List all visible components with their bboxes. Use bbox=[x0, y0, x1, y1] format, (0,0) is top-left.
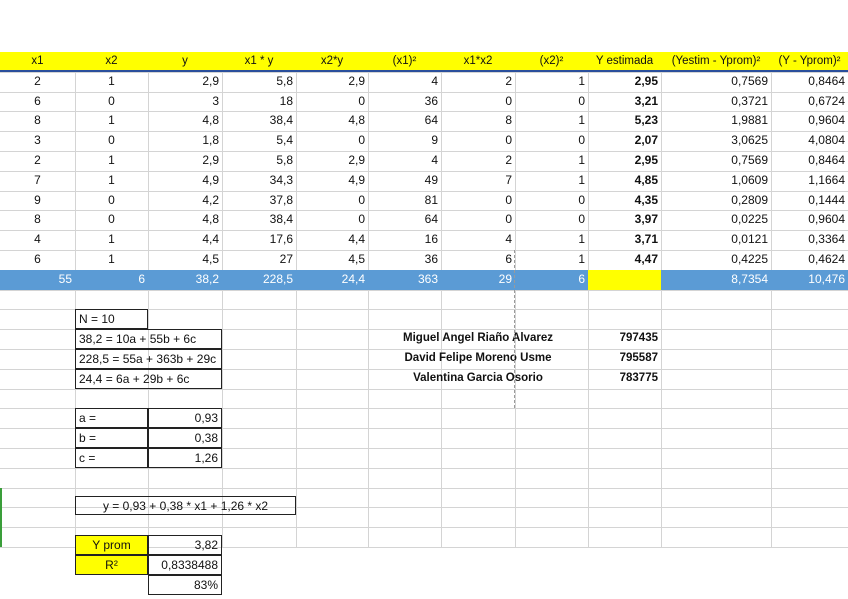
table-cell[interactable]: 0,0121 bbox=[731, 232, 768, 247]
yprom-value[interactable]: 3,82 bbox=[148, 535, 222, 555]
table-cell[interactable]: 4,35 bbox=[634, 192, 658, 207]
table-cell[interactable]: 3 bbox=[212, 93, 219, 108]
table-cell[interactable]: 0,9604 bbox=[808, 212, 845, 227]
table-cell[interactable]: 6 bbox=[34, 93, 41, 108]
table-cell[interactable]: 4,9 bbox=[202, 172, 219, 187]
table-cell[interactable]: 0,9604 bbox=[808, 113, 845, 128]
table-cell[interactable]: 4 bbox=[34, 232, 41, 247]
table-cell[interactable]: 1 bbox=[578, 153, 585, 167]
page-break-line bbox=[514, 250, 515, 408]
table-cell[interactable]: 0 bbox=[505, 212, 512, 227]
column-header[interactable]: Y estimada bbox=[588, 52, 661, 72]
table-cell[interactable]: 1 bbox=[578, 232, 585, 247]
table-cell[interactable]: 0 bbox=[108, 133, 115, 148]
table-cell[interactable]: 0,8464 bbox=[808, 73, 845, 88]
total-cell[interactable]: 55 bbox=[0, 270, 75, 290]
author-code[interactable]: 783775 bbox=[619, 371, 658, 384]
column-header[interactable]: x1 bbox=[0, 52, 75, 72]
percent-value[interactable]: 83% bbox=[148, 575, 222, 595]
table-cell[interactable]: 81 bbox=[424, 192, 438, 207]
table-cell[interactable]: 0,6724 bbox=[808, 93, 845, 108]
table-cell[interactable]: 1 bbox=[578, 113, 585, 128]
table-cell[interactable]: 4,4 bbox=[202, 232, 219, 247]
table-cell[interactable]: 4,8 bbox=[202, 113, 219, 128]
equation-cell[interactable]: 24,4 = 6a + 29b + 6c bbox=[75, 369, 222, 389]
table-cell[interactable]: 3 bbox=[34, 133, 41, 148]
table-cell[interactable]: 4 bbox=[505, 232, 512, 247]
equation-cell[interactable]: 228,5 = 55a + 363b + 29c bbox=[75, 349, 222, 369]
table-cell[interactable]: 1 bbox=[108, 153, 115, 167]
column-header[interactable]: (x2)² bbox=[515, 52, 588, 72]
yprom-label[interactable]: Y prom bbox=[75, 535, 148, 555]
table-cell[interactable]: 2,95 bbox=[634, 73, 658, 88]
coefficient-label[interactable]: a = bbox=[75, 408, 148, 428]
equation-cell[interactable]: 38,2 = 10a + 55b + 6c bbox=[75, 329, 222, 349]
table-cell[interactable]: 3,21 bbox=[634, 93, 658, 108]
table-cell[interactable]: 1,1664 bbox=[808, 172, 845, 187]
table-cell[interactable]: 4 bbox=[431, 153, 438, 167]
table-cell[interactable]: 0 bbox=[505, 192, 512, 207]
table-cell[interactable]: 8 bbox=[505, 113, 512, 128]
table-cell[interactable]: 36 bbox=[424, 252, 438, 266]
table-cell[interactable]: 3,0625 bbox=[731, 133, 768, 148]
total-cell[interactable]: 24,4 bbox=[296, 270, 368, 290]
author-name[interactable]: David Felipe Moreno Usme bbox=[404, 352, 552, 364]
table-cell[interactable]: 1 bbox=[578, 252, 585, 266]
table-cell[interactable]: 0 bbox=[505, 133, 512, 148]
author-name[interactable]: Miguel Angel Riaño Alvarez bbox=[403, 332, 553, 345]
column-header[interactable]: y bbox=[148, 52, 222, 72]
table-cell[interactable]: 38,4 bbox=[269, 113, 293, 128]
total-cell[interactable]: 38,2 bbox=[148, 270, 222, 290]
table-cell[interactable]: 36 bbox=[424, 93, 438, 108]
author-name[interactable]: Valentina Garcia Osorio bbox=[413, 371, 543, 384]
table-cell[interactable]: 0 bbox=[358, 133, 365, 148]
spreadsheet[interactable] bbox=[0, 52, 848, 592]
table-cell[interactable]: 7 bbox=[505, 172, 512, 187]
table-cell[interactable]: 4,4 bbox=[348, 232, 365, 247]
table-cell[interactable]: 2,95 bbox=[634, 153, 658, 167]
table-cell[interactable]: 3,71 bbox=[634, 232, 658, 247]
table-cell[interactable]: 5,4 bbox=[276, 133, 293, 148]
gridline-row bbox=[0, 290, 848, 291]
table-cell[interactable]: 5,8 bbox=[276, 73, 293, 88]
table-cell[interactable]: 18 bbox=[279, 93, 293, 108]
total-cell[interactable] bbox=[588, 270, 661, 290]
table-cell[interactable]: 4 bbox=[431, 73, 438, 88]
table-cell[interactable]: 0 bbox=[578, 212, 585, 227]
coefficient-label[interactable]: b = bbox=[75, 428, 148, 448]
table-cell[interactable]: 0 bbox=[108, 93, 115, 108]
coefficient-label[interactable]: c = bbox=[75, 448, 148, 468]
table-cell[interactable]: 6 bbox=[505, 252, 512, 266]
column-header[interactable]: (Yestim - Yprom)² bbox=[661, 52, 771, 72]
table-cell[interactable]: 17,6 bbox=[269, 232, 293, 247]
table-cell[interactable]: 2 bbox=[505, 153, 512, 167]
table-cell[interactable]: 0 bbox=[505, 93, 512, 108]
table-cell[interactable]: 0,3364 bbox=[808, 232, 845, 247]
total-cell[interactable]: 363 bbox=[368, 270, 441, 290]
column-header[interactable]: x2*y bbox=[296, 52, 368, 72]
table-cell[interactable]: 4,8 bbox=[202, 212, 219, 227]
table-cell[interactable]: 5,8 bbox=[276, 153, 293, 167]
table-cell[interactable]: 7 bbox=[34, 172, 41, 187]
table-cell[interactable]: 0,7569 bbox=[731, 153, 768, 167]
column-header[interactable]: x1 * y bbox=[222, 52, 296, 72]
table-cell[interactable]: 0,8464 bbox=[808, 153, 845, 167]
column-header[interactable]: x1*x2 bbox=[441, 52, 515, 72]
table-cell[interactable]: 4,5 bbox=[348, 252, 365, 266]
table-cell[interactable]: 4,85 bbox=[634, 172, 658, 187]
author-code[interactable]: 797435 bbox=[619, 332, 658, 345]
table-cell[interactable]: 2 bbox=[505, 73, 512, 88]
model-equation[interactable]: y = 0,93 + 0,38 * x1 + 1,26 * x2 bbox=[75, 496, 296, 516]
table-cell[interactable]: 2,9 bbox=[348, 73, 365, 88]
table-cell[interactable]: 9 bbox=[431, 133, 438, 148]
table-cell[interactable]: 5,23 bbox=[634, 113, 658, 128]
r2-label[interactable]: R² bbox=[75, 555, 148, 575]
table-cell[interactable]: 38,4 bbox=[269, 212, 293, 227]
coefficient-value[interactable]: 0,93 bbox=[148, 408, 222, 428]
table-cell[interactable]: 2 bbox=[34, 73, 41, 88]
table-cell[interactable]: 0,4225 bbox=[731, 252, 768, 266]
table-cell[interactable]: 64 bbox=[424, 212, 438, 227]
gridline-row bbox=[0, 488, 848, 489]
table-cell[interactable]: 0,0225 bbox=[731, 212, 768, 227]
total-cell[interactable]: 29 bbox=[441, 270, 515, 290]
table-cell[interactable]: 1 bbox=[108, 252, 115, 266]
column-header[interactable]: (Y - Yprom)² bbox=[771, 52, 848, 72]
total-cell[interactable]: 6 bbox=[515, 270, 588, 290]
r2-value[interactable]: 0,8338488 bbox=[148, 555, 222, 575]
table-cell[interactable]: 16 bbox=[424, 232, 438, 247]
table-cell[interactable]: 0,2809 bbox=[731, 192, 768, 207]
table-cell[interactable]: 4,8 bbox=[348, 113, 365, 128]
table-cell[interactable]: 0,7569 bbox=[731, 73, 768, 88]
table-cell[interactable]: 1 bbox=[108, 172, 115, 187]
table-cell[interactable]: 49 bbox=[424, 172, 438, 187]
selection-marker bbox=[0, 488, 2, 547]
table-cell[interactable]: 27 bbox=[279, 252, 293, 266]
table-cell[interactable]: 1 bbox=[108, 113, 115, 128]
table-cell[interactable]: 2,9 bbox=[348, 153, 365, 167]
table-cell[interactable]: 0 bbox=[358, 192, 365, 207]
gridline-row bbox=[0, 527, 848, 528]
column-header[interactable]: x2 bbox=[75, 52, 148, 72]
table-cell[interactable]: 0,3721 bbox=[731, 93, 768, 108]
total-cell[interactable]: 10,476 bbox=[771, 270, 848, 290]
table-cell[interactable]: 4,2 bbox=[202, 192, 219, 207]
table-cell[interactable]: 8 bbox=[34, 212, 41, 227]
table-cell[interactable]: 0 bbox=[578, 93, 585, 108]
table-cell[interactable]: 34,3 bbox=[269, 172, 293, 187]
table-cell[interactable]: 1,9881 bbox=[731, 113, 768, 128]
table-cell[interactable]: 0 bbox=[358, 212, 365, 227]
table-cell[interactable]: 1 bbox=[578, 172, 585, 187]
table-cell[interactable]: 0 bbox=[358, 93, 365, 108]
n-label[interactable]: N = 10 bbox=[75, 309, 148, 329]
table-cell[interactable]: 37,8 bbox=[269, 192, 293, 207]
table-cell[interactable]: 1 bbox=[108, 73, 115, 88]
total-cell[interactable]: 6 bbox=[75, 270, 148, 290]
table-cell[interactable]: 1 bbox=[108, 232, 115, 247]
table-cell[interactable]: 9 bbox=[34, 192, 41, 207]
table-cell[interactable]: 4,5 bbox=[202, 252, 219, 266]
table-cell[interactable]: 3,97 bbox=[634, 212, 658, 227]
gridline-row bbox=[0, 468, 848, 469]
column-header[interactable]: (x1)² bbox=[368, 52, 441, 72]
table-cell[interactable]: 8 bbox=[34, 113, 41, 128]
author-code[interactable]: 795587 bbox=[619, 352, 658, 364]
table-cell[interactable]: 2,9 bbox=[202, 153, 219, 167]
table-cell[interactable]: 1,8 bbox=[202, 133, 219, 148]
table-cell[interactable]: 0,4624 bbox=[808, 252, 845, 266]
total-cell[interactable]: 228,5 bbox=[222, 270, 296, 290]
table-cell[interactable]: 2,9 bbox=[202, 73, 219, 88]
table-cell[interactable]: 4,47 bbox=[634, 252, 658, 266]
table-cell[interactable]: 4,0804 bbox=[808, 133, 845, 148]
table-cell[interactable]: 0 bbox=[578, 133, 585, 148]
table-cell[interactable]: 1,0609 bbox=[731, 172, 768, 187]
table-cell[interactable]: 0 bbox=[108, 212, 115, 227]
table-cell[interactable]: 64 bbox=[424, 113, 438, 128]
table-cell[interactable]: 0,1444 bbox=[808, 192, 845, 207]
gridline-row bbox=[0, 389, 848, 390]
total-cell[interactable]: 8,7354 bbox=[661, 270, 771, 290]
table-cell[interactable]: 1 bbox=[578, 73, 585, 88]
table-cell[interactable]: 2,07 bbox=[634, 133, 658, 148]
table-cell[interactable]: 4,9 bbox=[348, 172, 365, 187]
table-cell[interactable]: 2 bbox=[34, 153, 41, 167]
coefficient-value[interactable]: 0,38 bbox=[148, 428, 222, 448]
coefficient-value[interactable]: 1,26 bbox=[148, 448, 222, 468]
table-cell[interactable]: 6 bbox=[34, 252, 41, 266]
table-cell[interactable]: 0 bbox=[108, 192, 115, 207]
table-cell[interactable]: 0 bbox=[578, 192, 585, 207]
